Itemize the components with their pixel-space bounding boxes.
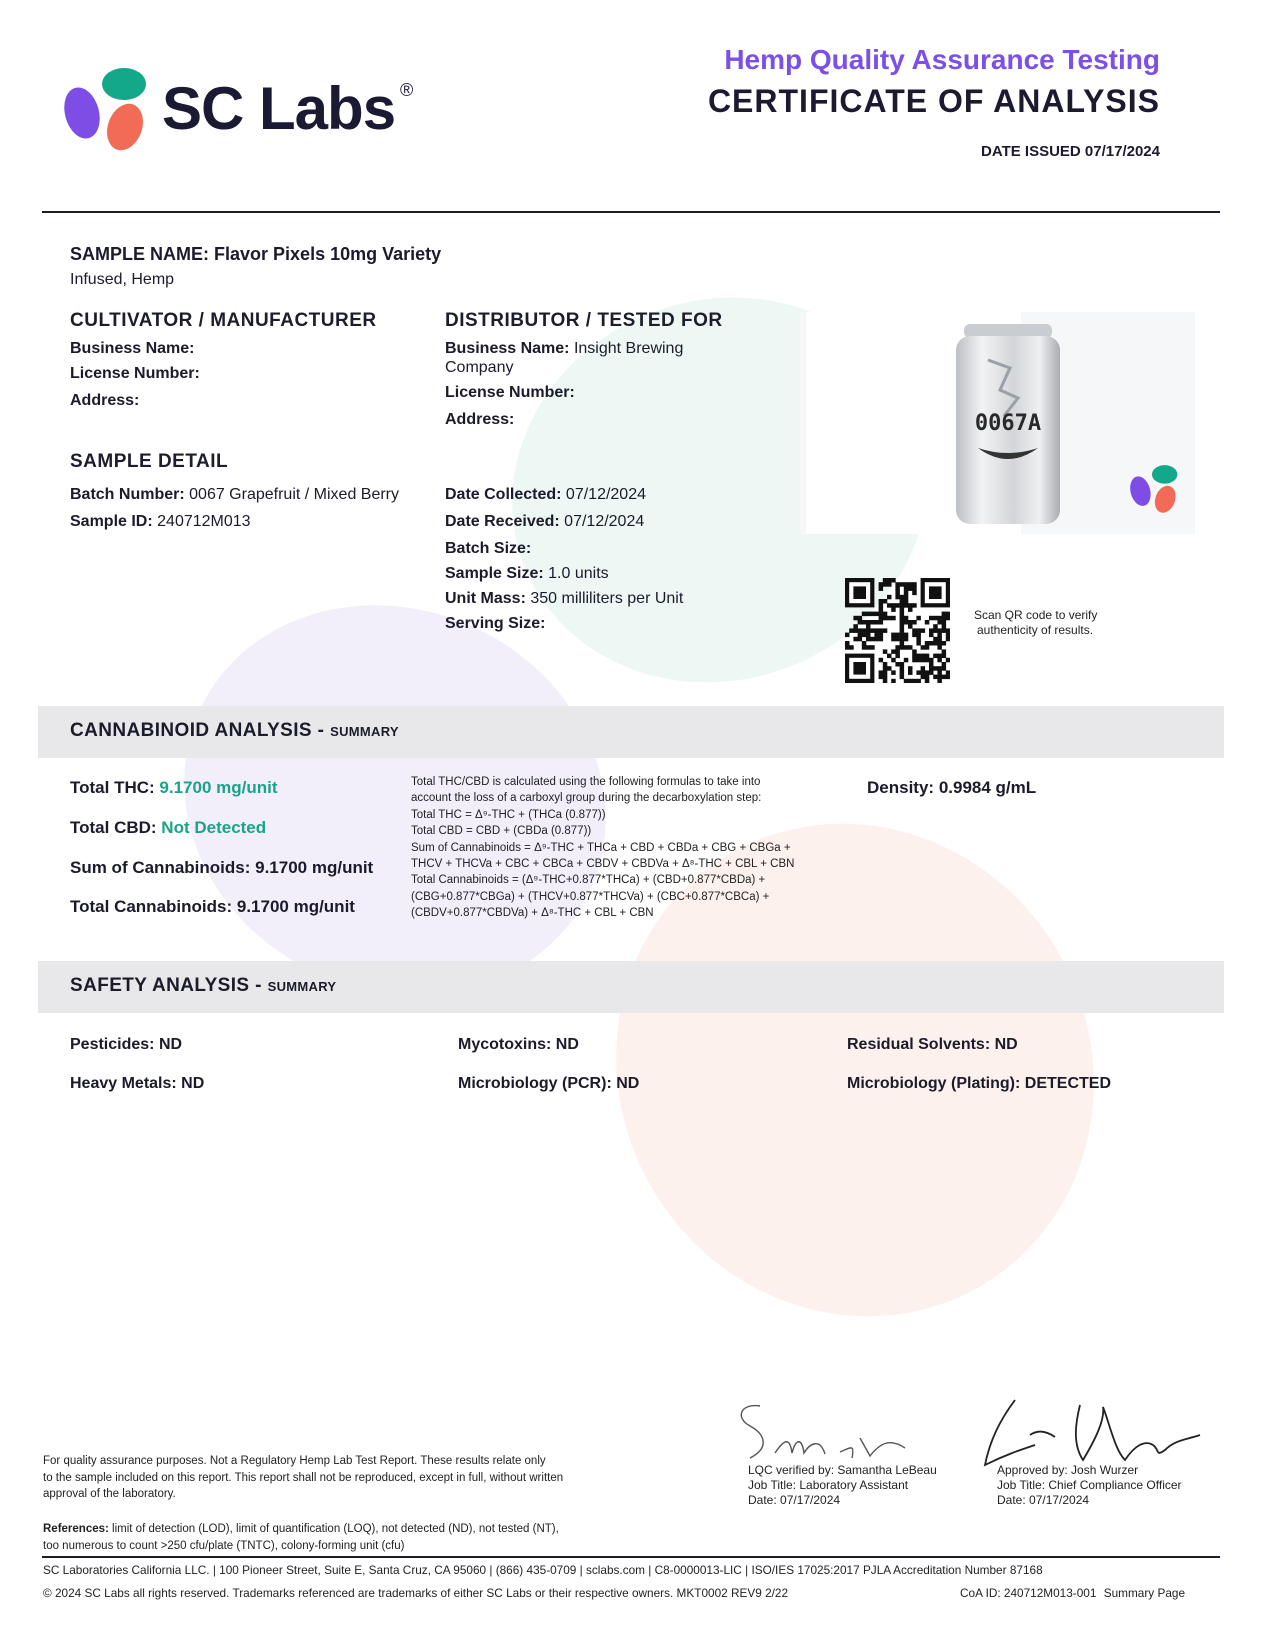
date-received-label: Date Received: [445, 513, 560, 530]
sample-size-value: 1.0 units [548, 565, 609, 582]
distributor-license-label: License Number: [445, 384, 575, 401]
cultivator-heading: CULTIVATOR / MANUFACTURER [70, 310, 377, 331]
formula-block [411, 774, 831, 922]
sample-name [70, 244, 441, 265]
sample-size-label: Sample Size: [445, 565, 544, 582]
distributor-business-value: Insight Brewing [573, 340, 684, 357]
safety-heading-text: SAFETY ANALYSIS - [70, 975, 262, 996]
can-label: 0067A [974, 411, 1042, 436]
density [867, 778, 1036, 798]
disclaimer-line: For quality assurance purposes. Not a Regulatory Hemp Lab Test Report. These results relate only [43, 1455, 546, 1467]
total-thc [70, 778, 278, 798]
cultivator-address-label: Address: [70, 392, 140, 409]
heavy-metals-label: Heavy Metals: [70, 1075, 177, 1092]
serving-size-label: Serving Size: [445, 615, 546, 632]
safety-band [38, 961, 1224, 1013]
date-received [445, 512, 644, 532]
residual-solvents [847, 1036, 1018, 1054]
microbiology-plating [847, 1075, 1111, 1093]
sig1-verified: LQC verified by: Samantha LeBeau [748, 1463, 937, 1477]
references-text-2: too numerous to count >250 cfu/plate (TNTC), colony-forming unit (cfu) [43, 1539, 405, 1552]
batch-size-label: Batch Size: [445, 540, 532, 557]
microbiology-plating-label: Microbiology (Plating): [847, 1075, 1021, 1092]
references [43, 1521, 559, 1554]
batch-number [70, 485, 399, 505]
sig1-date: Date: 07/17/2024 [748, 1493, 841, 1507]
logo-mark-icon [64, 66, 154, 156]
unit-mass-label: Unit Mass: [445, 590, 526, 607]
residual-solvents-value: ND [994, 1036, 1018, 1053]
distributor-business [445, 339, 745, 359]
logo [64, 66, 444, 156]
qr-caption-2: authenticity of results. [977, 623, 1094, 637]
date-collected-label: Date Collected: [445, 486, 562, 503]
heavy-metals [70, 1075, 204, 1093]
sample-id-value: 240712M013 [157, 513, 251, 530]
sum-cannabinoids-value: 9.1700 mg/unit [255, 858, 374, 877]
total-cannabinoids-value: 9.1700 mg/unit [236, 897, 355, 916]
formula-line: Total THC = Δ⁹-THC + (THCa (0.877)) [411, 808, 606, 821]
formula-line: Total Cannabinoids = (Δ⁹-THC+0.877*THCa) + (CBD+0.877*CBDa) + [411, 874, 766, 887]
date-issued: DATE ISSUED 07/17/2024 [981, 143, 1160, 160]
mycotoxins-label: Mycotoxins: [458, 1036, 552, 1053]
mycotoxins-value: ND [555, 1036, 579, 1053]
references-line-1 [43, 1521, 559, 1538]
density-label: Density: [867, 778, 935, 797]
microbiology-pcr-label: Microbiology (PCR): [458, 1075, 612, 1092]
qr-code[interactable] [845, 578, 950, 683]
sum-cannabinoids-label: Sum of Cannabinoids: [70, 858, 251, 877]
cannabinoid-heading [70, 720, 399, 742]
sig2-date: Date: 07/17/2024 [997, 1493, 1090, 1507]
unit-mass [445, 589, 683, 609]
sample-detail-heading: SAMPLE DETAIL [70, 451, 229, 472]
header-subtitle: Hemp Quality Assurance Testing [724, 44, 1160, 75]
signature-samantha [730, 1398, 930, 1468]
sum-cannabinoids [70, 858, 373, 878]
disclaimer-line: approval of the laboratory. [43, 1488, 176, 1500]
company-line: SC Laboratories California LLC. | 100 Pioneer Street, Suite E, Santa Cruz, CA 95060 | (866) 435-0709 | sclabs.com | C8-0000013-LIC | ISO/IES 17025:2017 PJLA Accreditation Number 87168 [43, 1563, 1043, 1577]
formula-line: account the loss of a carboxyl group during the decarboxylation step: [411, 792, 762, 805]
disclaimer [43, 1453, 563, 1503]
cultivator-license-label: License Number: [70, 365, 200, 382]
heavy-metals-value: ND [181, 1075, 205, 1092]
total-cbd [70, 818, 266, 838]
residual-solvents-label: Residual Solvents: [847, 1036, 991, 1053]
sig2-title: Job Title: Chief Compliance Officer [997, 1478, 1182, 1492]
distributor-business-label: Business Name: [445, 340, 570, 357]
sample-size [445, 564, 609, 584]
distributor-heading: DISTRIBUTOR / TESTED FOR [445, 310, 723, 331]
product-photo [800, 312, 1195, 534]
safety-heading-small: SUMMARY [267, 979, 337, 994]
cannabinoid-heading-small: SUMMARY [330, 724, 399, 739]
signature-block-2 [997, 1463, 1182, 1508]
sample-id [70, 512, 251, 532]
can-image [948, 320, 1068, 530]
cannabinoid-band [38, 706, 1224, 758]
references-label: References: [43, 1523, 109, 1535]
formula-line: Total CBD = CBD + (CBDa (0.877)) [411, 825, 592, 838]
references-text-1: limit of detection (LOD), limit of quantification (LOQ), not detected (ND), not tested (NT), [112, 1523, 559, 1535]
qr-code-icon [845, 578, 950, 683]
safety-heading [70, 975, 336, 997]
qr-caption-1: Scan QR code to verify [974, 608, 1098, 622]
microbiology-pcr-value: ND [616, 1075, 640, 1092]
batch-number-label: Batch Number: [70, 486, 185, 503]
formula-line: (CBDV+0.877*CBDVa) + Δ⁸-THC + CBL + CBN [411, 907, 654, 920]
sig2-approved: Approved by: Josh Wurzer [997, 1463, 1139, 1477]
signature-block-1 [748, 1463, 937, 1508]
total-thc-value: 9.1700 mg/unit [159, 778, 278, 797]
sample-subtype: Infused, Hemp [70, 271, 175, 288]
sig1-title: Job Title: Laboratory Assistant [748, 1478, 909, 1492]
copyright-line: © 2024 SC Labs all rights reserved. Trademarks referenced are trademarks of either SC Labs or their respective owners. MKT0002 REV9 2/22 [43, 1586, 789, 1600]
footer-divider [42, 1556, 1220, 1558]
total-thc-label: Total THC: [70, 778, 155, 797]
pesticides-label: Pesticides: [70, 1036, 155, 1053]
distributor-business-value-cont: Company [445, 359, 514, 376]
pesticides-value: ND [158, 1036, 183, 1053]
cultivator-business-label: Business Name: [70, 340, 195, 357]
logo-text: SC Labs [162, 75, 396, 142]
sample-id-label: Sample ID: [70, 513, 153, 530]
formula-line: (CBG+0.877*CBGa) + (THCV+0.877*THCVa) + (CBC+0.877*CBCa) + [411, 890, 770, 903]
batch-number-value: 0067 Grapefruit / Mixed Berry [189, 486, 400, 503]
pesticides [70, 1036, 182, 1054]
header-divider [42, 211, 1220, 213]
date-received-value: 07/12/2024 [564, 513, 645, 530]
date-collected [445, 485, 646, 505]
distributor-address-label: Address: [445, 411, 515, 428]
cannabinoid-heading-text: CANNABINOID ANALYSIS - [70, 720, 325, 741]
page-title: CERTIFICATE OF ANALYSIS [707, 83, 1160, 119]
formula-line: Sum of Cannabinoids = Δ⁹-THC + THCa + CBD + CBDa + CBG + CBGa + [411, 841, 791, 854]
coa-id-text: CoA ID: 240712M013-001 [960, 1586, 1097, 1600]
registered-mark: ® [400, 80, 414, 100]
date-collected-value: 07/12/2024 [565, 486, 646, 503]
total-cbd-label: Total CBD: [70, 818, 157, 837]
page-type: Summary Page [1103, 1586, 1186, 1600]
disclaimer-line: to the sample included on this report. This report shall not be reproduced, except in full, without written [43, 1471, 564, 1484]
sample-name-label: SAMPLE NAME: [70, 244, 209, 264]
unit-mass-value: 350 milliliters per Unit [530, 590, 684, 607]
total-cbd-value: Not Detected [161, 818, 267, 837]
sample-name-value: Flavor Pixels 10mg Variety [214, 244, 442, 264]
total-cannabinoids [70, 897, 355, 917]
coa-id [960, 1586, 1185, 1600]
logo-mark-small-icon [1130, 464, 1182, 516]
mycotoxins [458, 1036, 579, 1054]
total-cannabinoids-label: Total Cannabinoids: [70, 897, 233, 916]
microbiology-pcr [458, 1075, 639, 1093]
formula-line: THCV + THCVa + CBC + CBCa + CBDV + CBDVa + Δ⁸-THC + CBL + CBN [411, 858, 795, 871]
microbiology-plating-value: DETECTED [1024, 1075, 1112, 1092]
density-value: 0.9984 g/mL [938, 778, 1037, 797]
formula-line: Total THC/CBD is calculated using the following formulas to take into [411, 776, 761, 788]
